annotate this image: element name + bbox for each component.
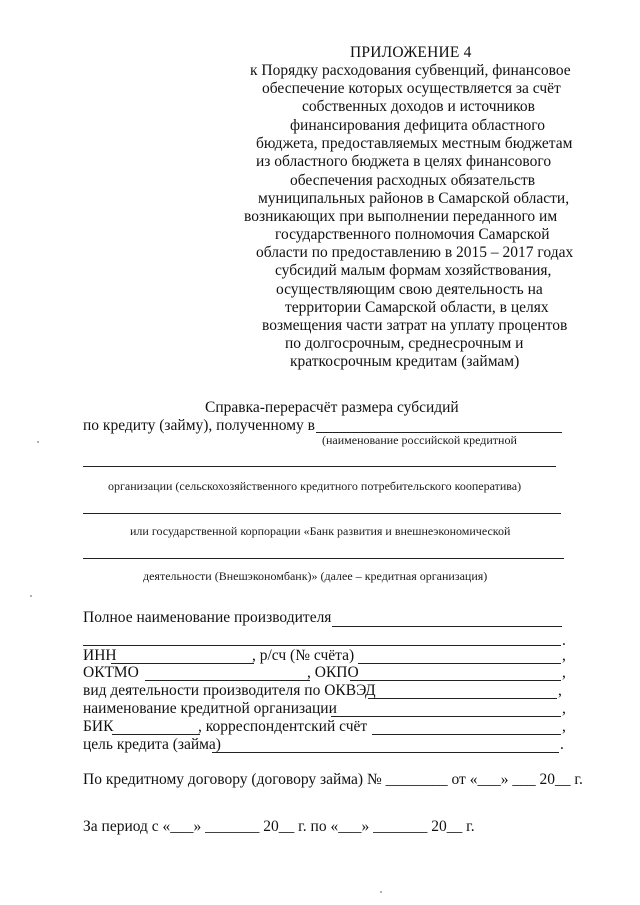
annex-line: бюджета, предоставляемых местным бюджетам [256,135,573,152]
comma-mark: , [562,700,566,717]
annex-line: возникающих при выполнении переданного им [244,208,558,225]
contract-line[interactable]: По кредитному договору (договору займа) № ________ от «___» ___ 20__ г. [83,771,583,788]
annex-line: осуществляющим свою деятельность на [276,281,543,298]
veb-hint: деятельности (Внешэкономбанк)» (далее – кредитная организация) [143,569,488,583]
annex-line: государственного полномочия Самарской [275,226,550,243]
bank-name-hint: (наименование российской кредитной [322,433,517,447]
comma-mark: , [558,682,562,699]
okpo-label: , ОКПО [307,664,359,681]
bank-name-line-2[interactable] [83,466,556,467]
period-line[interactable]: За период с «___» _______ 20__ г. по «___» _______ 20__ г. [83,818,475,835]
bik-field[interactable] [112,734,200,735]
corporation-hint: или государственной корпорации «Банк развития и внешнеэкономической [130,524,511,538]
annex-line: области по предоставлению в 2015 – 2017 годах [256,244,574,261]
oktmo-field[interactable] [145,680,310,681]
cooperative-hint: организации (сельскохозяйственного кредитного потребительского кооператива) [108,479,522,493]
credit-from-label: по кредиту (займу), полученному в [83,417,315,434]
annex-line: территории Самарской области, в целях [285,299,549,316]
comma-mark: , [562,664,566,681]
annex-line: из областного бюджета в целях финансового [256,153,552,170]
annex-line: муниципальных районов в Самарской области, [258,190,570,207]
activity-label: вид деятельности производителя по ОКВЭД [83,682,376,699]
activity-field[interactable] [368,698,557,699]
bank-field[interactable] [331,716,561,717]
period-mark: . [562,632,566,649]
credit-purpose-label: цель кредита (займа) [83,736,221,753]
corr-account-label: , корреспондентский счёт [198,718,368,735]
account-field[interactable] [358,663,561,664]
period-mark: . [560,736,564,753]
annex-line: возмещения части затрат на уплату процентов [262,317,568,334]
comma-mark: , [562,718,566,735]
annex-title: ПРИЛОЖЕНИЕ 4 [350,44,472,61]
annex-line: краткосрочным кредитам (займам) [290,353,520,370]
annex-line: финансирования дефицита областного [290,117,545,134]
annex-line: обеспечения расходных обязательств [290,172,536,189]
producer-name-label: Полное наименование производителя [83,609,332,626]
bank-name-line-3[interactable] [83,513,561,514]
scan-speck [30,595,32,597]
annex-line: обеспечение которых осуществляется за счёт [262,80,561,97]
bank-name-line-4[interactable] [83,558,564,559]
annex-line: собственных доходов и источников [302,98,535,115]
annex-line: к Порядку расходования субвенций, финансовое [250,62,571,79]
credit-purpose-field[interactable] [212,752,559,753]
okpo-field[interactable] [350,680,561,681]
corr-account-field[interactable] [372,734,561,735]
producer-name-field[interactable] [332,626,562,627]
scan-speck [380,891,382,893]
bank-name-label: наименование кредитной организации [83,700,337,717]
bik-label: БИК [83,718,114,735]
producer-name-field-2[interactable] [83,645,561,646]
annex-line: по долгосрочным, среднесрочным и [285,335,524,352]
certificate-title: Справка-перерасчёт размера субсидий [205,399,459,416]
comma-mark: , [562,647,566,664]
oktmo-label: ОКТМО [83,664,139,681]
inn-label: ИНН [83,647,117,664]
account-label: , р/сч (№ счёта) [252,647,355,664]
annex-line: субсидий малым формам хозяйствования, [275,262,552,279]
scan-speck [37,441,39,443]
